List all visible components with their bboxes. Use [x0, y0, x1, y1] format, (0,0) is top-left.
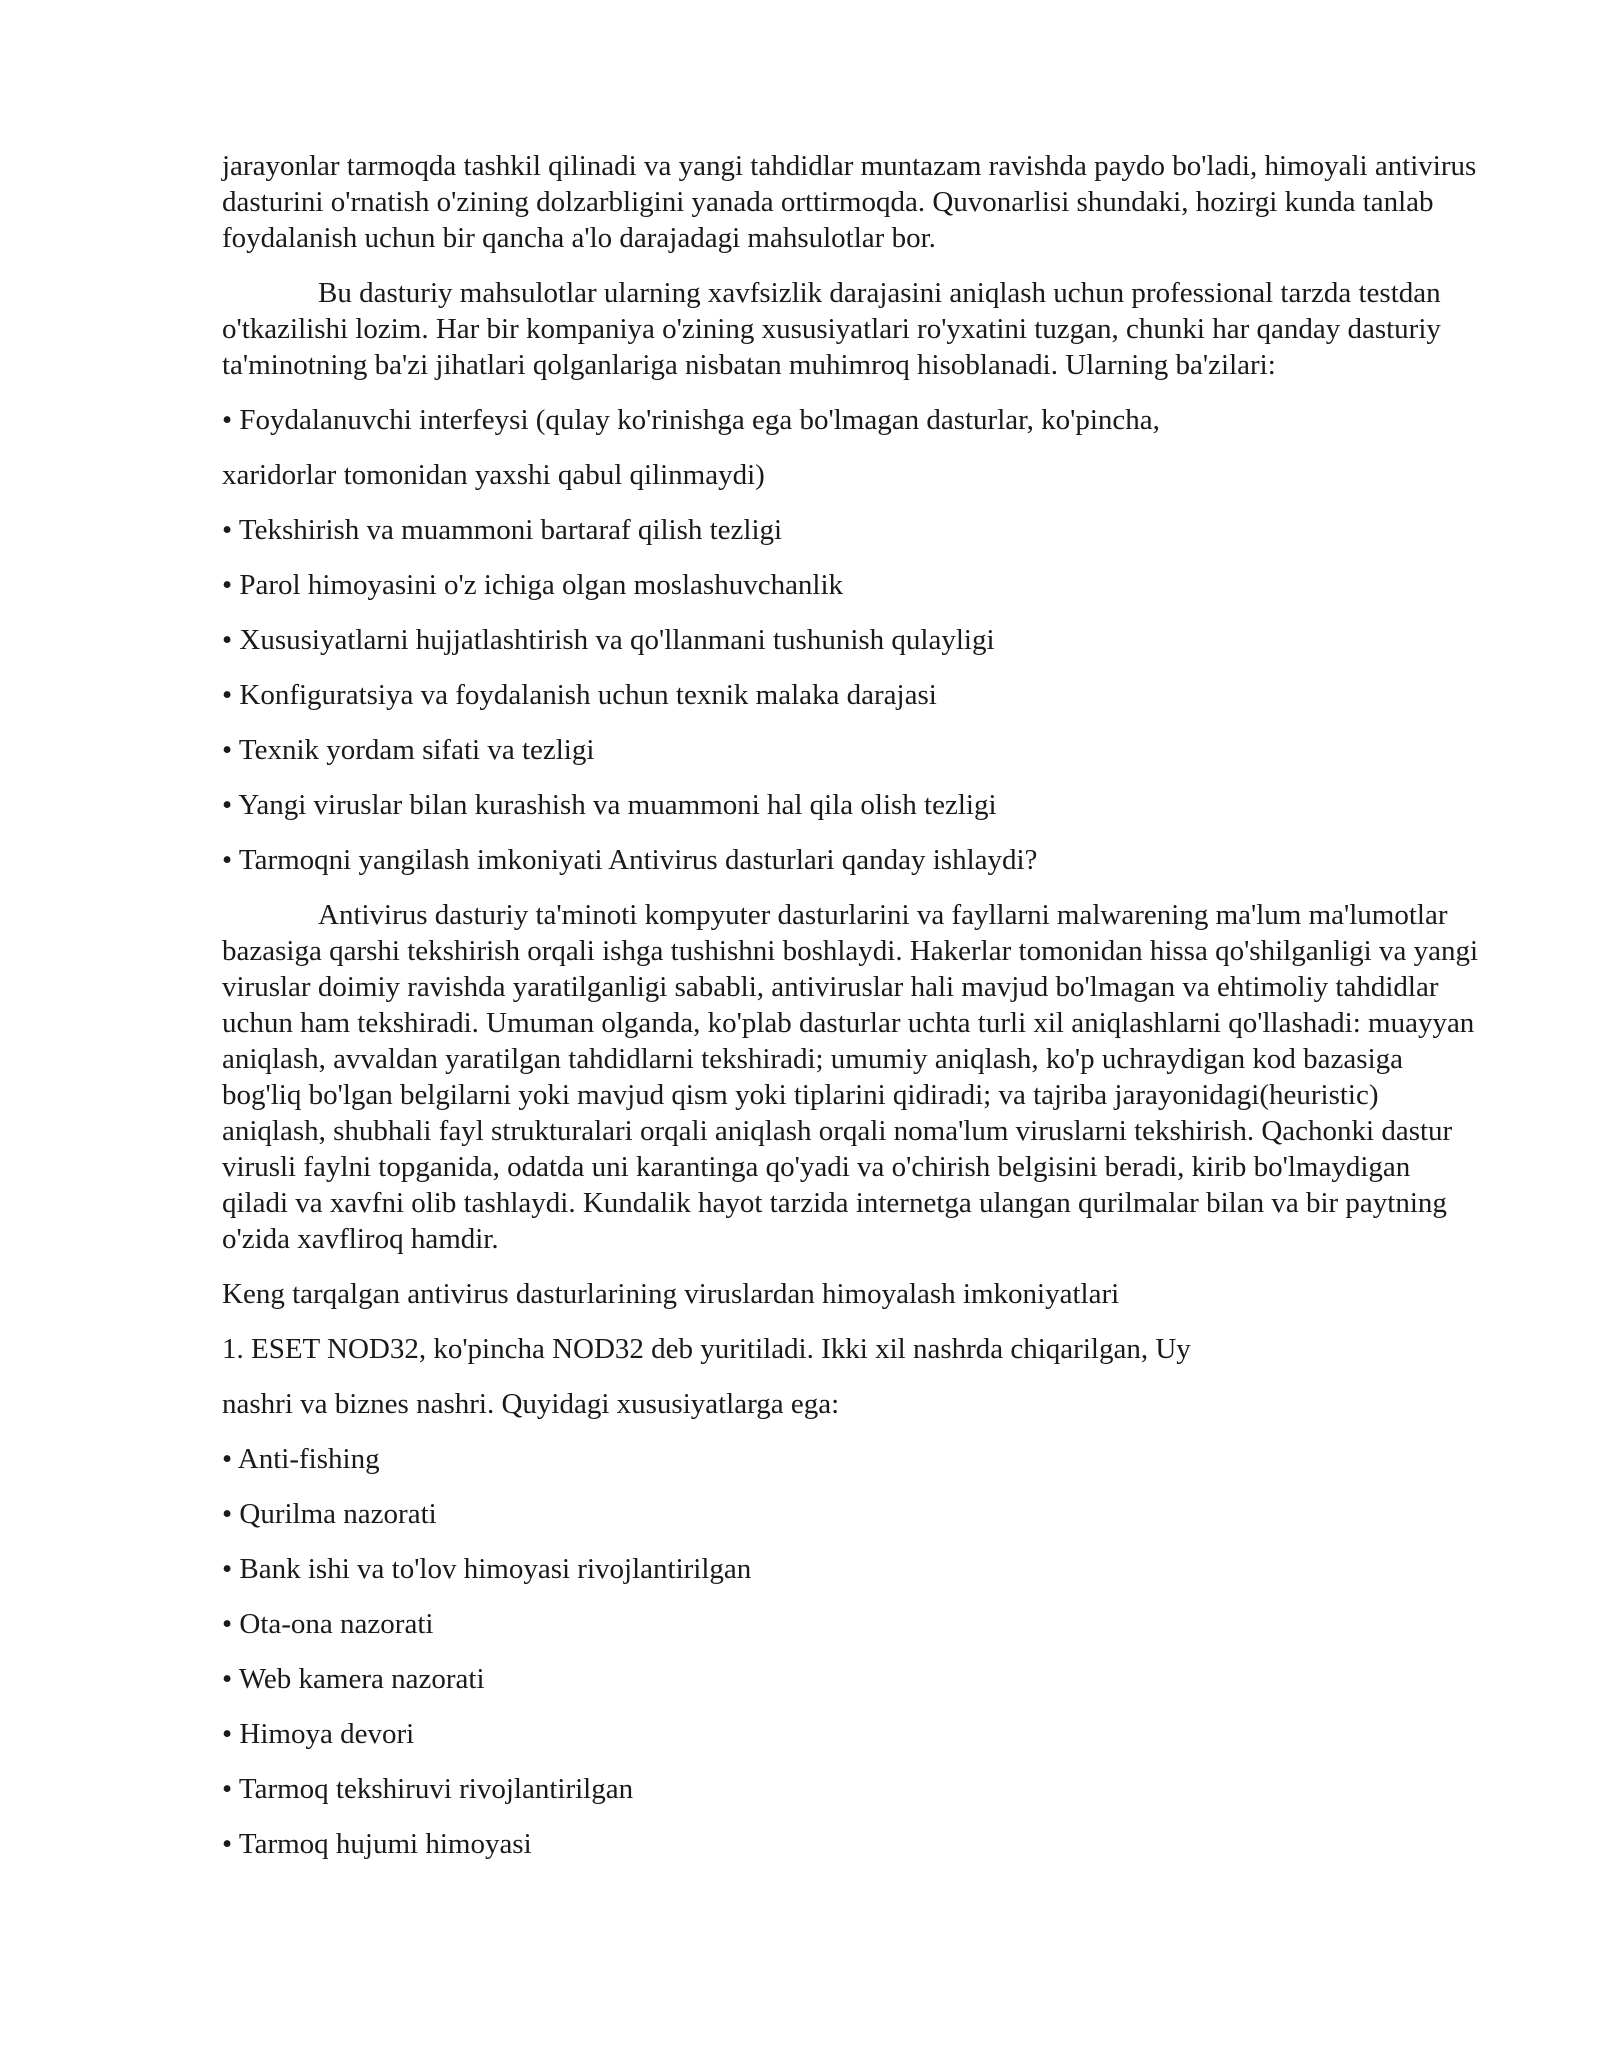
- paragraph-how-it-works: Antivirus dasturiy ta'minoti kompyuter dasturlarini va fayllarni malwarening ma'lum ma'lumotlar bazasiga qarshi tekshirish orqali ishga tushishni boshlaydi. Hakerlar tomonidan hissa qo'shilganligi va yangi viruslar doimiy ravishda yaratilganligi sababli, antiviruslar hali mavjud bo'lmagan va ehtimoliy tahdidlar uchun ham tekshiradi. Umuman olganda, ko'plab dasturlar uchta turli xil aniqlashlarni qo'llashadi: muayyan aniqlash, avvaldan yaratilgan tahdidlarni tekshiradi; umumiy aniqlash, ko'p uchraydigan kod bazasiga bog'liq bo'lgan belgilarni yoki mavjud qism yoki tiplarini qidiradi; va tajriba jarayonidagi(heuristic) aniqlash, shubhali fayl strukturalari orqali aniqlash orqali noma'lum viruslarni tekshirish. Qachonki dastur virusli faylni topganida, odatda uni karantinga qo'yadi va o'chirish belgisini beradi, kirib bo'lmaydigan qiladi va xavfni olib tashlaydi. Kundalik hayot tarzida internetga ulangan qurilmalar bilan va bir paytning o'zida xavfliroq hamdir.: [222, 899, 1479, 1255]
- list-item: • Tarmoq tekshiruvi rivojlantirilgan: [222, 1773, 634, 1805]
- list-item: • Texnik yordam sifati va tezligi: [222, 734, 595, 766]
- paragraph-intro: jarayonlar tarmoqda tashkil qilinadi va yangi tahdidlar muntazam ravishda paydo bo'ladi, himoyali antivirus dasturini o'rnatish o'zining dolzarbligini yanada orttirmoqda. Quvonarlisi shundaki, hozirgi kunda tanlab foydalanish uchun bir qancha a'lo darajadagi mahsulotlar bor.: [222, 150, 1477, 254]
- section-heading: Keng tarqalgan antivirus dasturlarining viruslardan himoyalash imkoniyatlari: [222, 1278, 1120, 1310]
- eset-intro-line: 1. ESET NOD32, ko'pincha NOD32 deb yuritiladi. Ikki xil nashrda chiqarilgan, Uy: [222, 1333, 1191, 1365]
- list-item: • Ota-ona nazorati: [222, 1608, 434, 1640]
- paragraph-testing: Bu dasturiy mahsulotlar ularning xavfsizlik darajasini aniqlash uchun professional tarzda testdan o'tkazilishi lozim. Har bir kompaniya o'zining xususiyatlari ro'yxatini tuzgan, chunki har qanday dasturiy ta'minotning ba'zi jihatlari qolganlariga nisbatan muhimroq hisoblanadi. Ularning ba'zilari:: [222, 277, 1441, 381]
- list-item: • Himoya devori: [222, 1718, 415, 1750]
- list-item: • Bank ishi va to'lov himoyasi rivojlantirilgan: [222, 1553, 752, 1585]
- list-item: • Tekshirish va muammoni bartaraf qilish tezligi: [222, 514, 783, 546]
- list-item: • Yangi viruslar bilan kurashish va muammoni hal qila olish tezligi: [222, 789, 997, 821]
- list-item: • Tarmoq hujumi himoyasi: [222, 1828, 532, 1860]
- list-item: • Xususiyatlarni hujjatlashtirish va qo'llanmani tushunish qulayligi: [222, 624, 995, 656]
- list-item: • Konfiguratsiya va foydalanish uchun texnik malaka darajasi: [222, 679, 937, 711]
- list-item: • Tarmoqni yangilash imkoniyati Antivirus dasturlari qanday ishlaydi?: [222, 844, 1038, 876]
- list-item: • Qurilma nazorati: [222, 1498, 437, 1530]
- document-page: [222, 148, 1480, 1881]
- list-item: • Parol himoyasini o'z ichiga olgan moslashuvchanlik: [222, 569, 844, 601]
- list-item: • Web kamera nazorati: [222, 1663, 485, 1695]
- list-item: • Foydalanuvchi interfeysi (qulay ko'rinishga ega bo'lmagan dasturlar, ko'pincha,: [222, 404, 1160, 436]
- list-item: xaridorlar tomonidan yaxshi qabul qilinmaydi): [222, 459, 765, 491]
- list-item: • Anti-fishing: [222, 1443, 380, 1475]
- eset-intro-line: nashri va biznes nashri. Quyidagi xususiyatlarga ega:: [222, 1388, 840, 1420]
